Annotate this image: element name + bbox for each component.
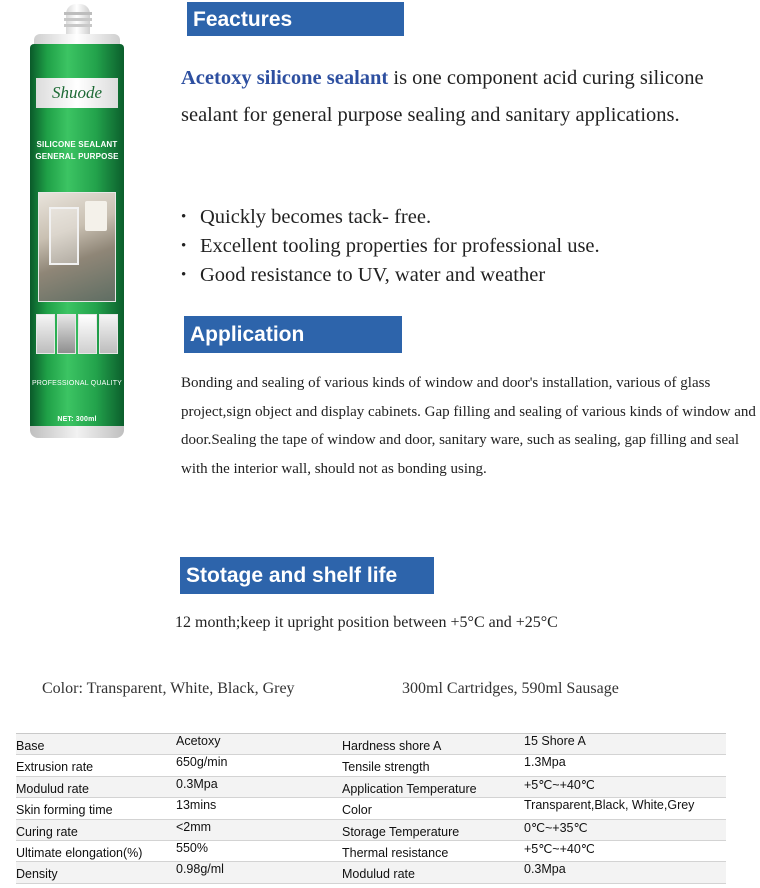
tube-net-volume: NET: 300ml — [57, 416, 97, 423]
spec-label: Curing rate — [16, 824, 78, 839]
spec-value: <2mm — [176, 819, 212, 834]
table-row — [16, 820, 726, 841]
spec-label: Base — [16, 739, 45, 753]
features-intro-text: is one component acid curing silicone sealant for general purpose sealing and sanitary applications. — [181, 67, 704, 126]
tube-thumbnail — [78, 314, 97, 354]
spec-value: Transparent,Black, White,Grey — [524, 798, 695, 813]
tube-thumbnails — [36, 314, 118, 354]
spec-value: 15 Shore A — [524, 734, 586, 748]
features-intro — [181, 60, 741, 134]
bullet-icon: • — [181, 238, 187, 254]
tube-bottom — [30, 426, 124, 438]
spec-label: Modulud rate — [342, 867, 415, 882]
spec-table — [16, 733, 726, 883]
product-name-highlight: Acetoxy silicone sealant — [181, 67, 389, 89]
list-item — [181, 261, 600, 290]
spec-value: 0.3Mpa — [524, 862, 566, 877]
table-row — [16, 798, 726, 819]
tube-body — [30, 44, 124, 436]
tube-thumbnail — [99, 314, 118, 354]
tube-label-line2: GENERAL PURPOSE — [35, 152, 119, 161]
packaging-text: 300ml Cartridges, 590ml Sausage — [402, 680, 619, 697]
spec-label: Storage Temperature — [342, 824, 460, 839]
spec-value: 13mins — [176, 798, 217, 813]
application-text: Bonding and sealing of various kinds of window and door's installation, various of glass project,sign object and display cabinets. Gap filling and sealing of various kinds of window and door.Sealing the tape of window and door, sanitary ware, such as sealing, gap filling and seal with the interior wall, should not as bonding using. — [181, 375, 756, 477]
spec-label: Skin forming time — [16, 803, 113, 818]
spec-label: Hardness shore A — [342, 739, 442, 753]
table-row — [16, 734, 726, 755]
spec-label: Application Temperature — [342, 781, 477, 796]
bullet-text: Quickly becomes tack- free. — [200, 206, 432, 228]
list-item — [181, 203, 600, 232]
tube-nozzle — [66, 4, 90, 36]
spec-label: Ultimate elongation(%) — [16, 845, 143, 860]
table-row — [16, 841, 726, 862]
spec-label: Tensile strength — [342, 760, 430, 775]
tube-bathroom-photo — [38, 192, 116, 302]
brand-logo: Shuode — [36, 78, 118, 108]
application-header: Application — [180, 316, 402, 353]
spec-label: Modulud rate — [16, 781, 89, 796]
spec-value: Acetoxy — [176, 734, 221, 748]
tube-thumbnail — [36, 314, 55, 354]
spec-value: 1.3Mpa — [524, 755, 566, 770]
spec-label: Extrusion rate — [16, 760, 94, 775]
spec-value: 650g/min — [176, 755, 228, 770]
spec-label: Density — [16, 867, 58, 882]
spec-label: Thermal resistance — [342, 845, 449, 860]
list-item — [181, 232, 600, 261]
bullet-icon: • — [181, 267, 187, 283]
color-options-text: Color: Transparent, White, Black, Grey — [42, 680, 295, 697]
bullet-icon: • — [181, 209, 187, 225]
spec-value: +5℃~+40℃ — [524, 777, 595, 792]
bullet-text: Excellent tooling properties for professional use. — [200, 235, 600, 257]
table-row — [16, 777, 726, 798]
table-row — [16, 862, 726, 883]
features-header: Feactures — [183, 2, 404, 36]
features-bullet-list — [181, 203, 600, 290]
tube-thumbnail — [57, 314, 76, 354]
spec-value: 0.3Mpa — [176, 776, 218, 791]
spec-value: 0℃~+35℃ — [524, 820, 588, 835]
storage-header: Stotage and shelf life — [176, 557, 434, 594]
bullet-text: Good resistance to UV, water and weather — [200, 264, 546, 286]
tube-quality-text: PROFESSIONAL QUALITY — [31, 380, 123, 387]
spec-value: +5℃~+40℃ — [524, 841, 595, 856]
spec-label: Color — [342, 803, 372, 818]
tube-label-line1: SILICONE SEALANT — [36, 140, 118, 149]
spec-value: 550% — [176, 840, 208, 855]
storage-text: 12 month;keep it upright position between +5°C and +25°C — [175, 614, 558, 631]
product-tube-image — [28, 0, 138, 440]
spec-value: 0.98g/ml — [176, 862, 224, 877]
table-row — [16, 755, 726, 776]
